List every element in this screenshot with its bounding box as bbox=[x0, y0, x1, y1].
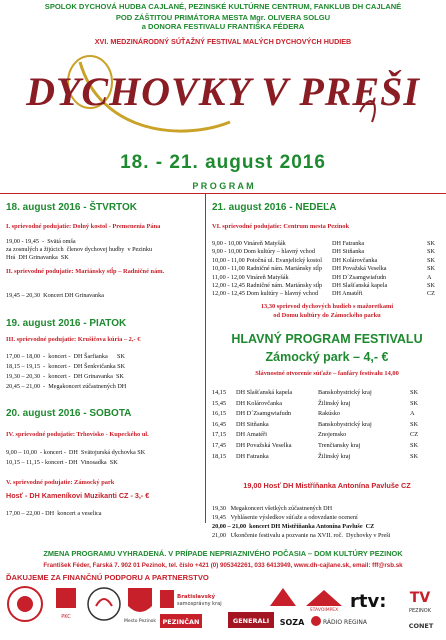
competition-schedule bbox=[212, 388, 442, 462]
event-3-line: 18,15 – 19,15 - koncert - DH Šenkvičanka SK bbox=[6, 363, 126, 370]
schedule-band: DH Fatranka bbox=[332, 240, 365, 247]
logo-radio-regina bbox=[310, 614, 368, 628]
schedule-band: DH D´Zsamgwiafudn bbox=[332, 273, 387, 281]
svg-text:RÁDIO REGINA: RÁDIO REGINA bbox=[323, 619, 368, 626]
event-3-line: 19,30 – 20,30 - koncert - DH Grinavanka SK bbox=[6, 373, 124, 380]
opening-line: Slávnostné otvorenie súťaže – fanfáry festivalu 14,00 bbox=[255, 370, 399, 377]
schedule-country: A bbox=[427, 273, 432, 281]
competition-country: CZ bbox=[410, 431, 419, 439]
schedule-country: SK bbox=[427, 240, 435, 247]
schedule-country: SK bbox=[427, 248, 435, 256]
competition-region: Banskobystrický kraj bbox=[318, 389, 372, 396]
schedule-place: 12,00 - 12,45 Dom kultúry – hlavný vchod bbox=[212, 290, 319, 298]
schedule-row bbox=[212, 282, 442, 290]
competition-band: DH Amatéři bbox=[236, 431, 267, 439]
logo-pezincan bbox=[160, 614, 202, 628]
competition-band: DH Považská Veselka bbox=[236, 441, 292, 449]
schedule-row bbox=[212, 274, 442, 282]
event-4-line: 10,15 – 11,15 - koncert - DH Vinosadka SK bbox=[6, 459, 118, 466]
event-1-line: Hrá DH Grinavanka SK bbox=[6, 254, 69, 261]
schedule-country: SK bbox=[427, 282, 435, 290]
event-4-title: IV. sprievodné podujatie: Trhovisko - Kupeckého ul. bbox=[6, 431, 149, 438]
competition-time: 18,15 bbox=[212, 452, 227, 460]
competition-row bbox=[212, 409, 442, 420]
svg-text:TV: TV bbox=[409, 590, 431, 606]
competition-country: SK bbox=[410, 420, 419, 428]
sunday-schedule bbox=[212, 240, 442, 299]
schedule-band: DH Sitňanka bbox=[332, 248, 365, 256]
schedule-band: DH Kolárovčanka bbox=[332, 256, 378, 264]
donor-line: a DONORA FESTIVALU FRANTIŠKA FÉDERA bbox=[141, 22, 305, 31]
event-3-title: III. sprievodné podujatie: Krušičova kúria – 2,- € bbox=[6, 336, 141, 343]
competition-row bbox=[212, 430, 442, 441]
program-heading: P R O G R A M bbox=[192, 181, 254, 191]
competition-time: 14,15 bbox=[212, 389, 227, 396]
competition-country: SK bbox=[410, 399, 419, 407]
competition-band: DH Slašťanská kapela bbox=[236, 389, 293, 396]
logo-conet bbox=[402, 618, 440, 632]
svg-text:Mesto Pezinok: Mesto Pezinok bbox=[123, 619, 157, 624]
schedule-place: 10,00 - 11,00 Potočná ul. Evanjelický kostol bbox=[212, 256, 322, 264]
logo-revia bbox=[268, 586, 298, 610]
schedule-band: DH Považská Veselka bbox=[332, 265, 387, 273]
main-program-place: Zámocký park – 4,- € bbox=[265, 350, 389, 364]
event-6-title: VI. sprievodné podujatie: Centrum mesta Pezinok bbox=[212, 223, 350, 230]
competition-region: Znojemsko bbox=[318, 431, 347, 439]
schedule-row bbox=[212, 290, 442, 298]
logo-stavoimpex bbox=[304, 588, 344, 612]
parade-line: od Domu kultúry do Zámockého parku bbox=[273, 312, 381, 319]
schedule-row bbox=[212, 240, 442, 248]
day-friday-heading: 19. august 2016 - PIATOK bbox=[6, 318, 127, 329]
logo-pkc bbox=[48, 584, 84, 624]
day-sunday-heading: 21. august 2016 - NEDEĽA bbox=[212, 202, 337, 213]
schedule-place: 12,00 - 12,45 Radničné nám. Mariánsky stĺp bbox=[212, 282, 323, 290]
event-4-line: 9,00 – 10,00 - koncert - DH Svätojurská dychovka SK bbox=[6, 449, 146, 456]
final-line: 19,45 Vyhlásenie výsledkov súťaže a odovzdanie ocenení bbox=[212, 514, 358, 521]
competition-country: SK bbox=[410, 452, 419, 460]
logo-mesto-pezinok bbox=[124, 584, 156, 624]
svg-text:GENERALI: GENERALI bbox=[232, 617, 270, 625]
schedule-band: DH Amatéři bbox=[332, 290, 363, 298]
column-divider bbox=[205, 193, 206, 523]
svg-text:PEZINOK: PEZINOK bbox=[408, 608, 432, 614]
festival-dates: 18. - 21. august 2016 bbox=[120, 152, 326, 173]
logo-fanklub bbox=[86, 584, 122, 624]
logo-spolok bbox=[6, 584, 44, 624]
competition-row bbox=[212, 399, 442, 410]
svg-text:rtv:: rtv: bbox=[350, 591, 387, 612]
schedule-place: 9,00 - 10,00 Dom kultúry – hlavný vchod bbox=[212, 248, 315, 256]
main-program-title: HLAVNÝ PROGRAM FESTIVALU bbox=[231, 332, 423, 346]
competition-time: 16,15 bbox=[212, 410, 227, 418]
parade-line: 13,30 sprievod dychových hudieb s mažoretkami bbox=[260, 303, 394, 310]
competition-band: DH D´Zsamgwiafudn bbox=[236, 410, 292, 418]
divider bbox=[0, 193, 446, 194]
event-3-line: 17,00 – 18,00 - koncert - DH Šarfianka SK bbox=[6, 353, 125, 360]
schedule-country: SK bbox=[427, 256, 435, 264]
thanks-line: ĎAKUJEME ZA FINANČNÚ PODPORU A PARTNERSTVO bbox=[6, 573, 209, 582]
competition-band: DH Sitňanka bbox=[236, 420, 269, 428]
schedule-place: 9,00 - 10,00 Vináreň Matyšák bbox=[212, 240, 286, 247]
svg-text:Bratislavský: Bratislavský bbox=[177, 594, 216, 600]
competition-row bbox=[212, 441, 442, 452]
competition-row bbox=[212, 420, 442, 431]
schedule-country: SK bbox=[427, 265, 435, 273]
event-1-title: I. sprievodné podujatie: Dolný kostol - Premenenia Pána bbox=[6, 223, 161, 230]
day-thursday-heading: 18. august 2016 - ŠTVRTOK bbox=[6, 202, 137, 213]
logo-pezinok-tv bbox=[400, 586, 440, 616]
competition-region: Trenčiansky kraj bbox=[318, 441, 361, 449]
final-line: 20,00 – 21,00 koncert DH Mistříňanka Antonína Pavluše CZ bbox=[212, 523, 375, 530]
organizers-line: SPOLOK DYCHOVÁ HUDBA CAJLANÉ, PEZINSKÉ KULTÚRNE CENTRUM, FANKLUB DH CAJLANÉ bbox=[44, 2, 402, 11]
event-5-line: 17,00 – 22,00 - DH koncert a veselica bbox=[6, 510, 102, 517]
final-line: 21,00 Ukončenie festivalu a pozvanie na XVII. roč. Dychovky v Preši bbox=[212, 532, 391, 539]
competition-region: Žilinský kraj bbox=[318, 452, 351, 460]
notice-line: ZMENA PROGRAMU VYHRADENÁ. V PRÍPADE NEPRIAZNIVÉHO POČASIA – DOM KULTÚRY PEZINOK bbox=[43, 549, 403, 558]
competition-time: 16,45 bbox=[212, 420, 227, 428]
svg-text:SOZA: SOZA bbox=[279, 618, 305, 627]
schedule-band: DH Slašťanská kapela bbox=[332, 282, 388, 290]
competition-time: 17,45 bbox=[212, 441, 227, 449]
svg-text:samosprávny kraj: samosprávny kraj bbox=[177, 601, 222, 607]
competition-time: 17,15 bbox=[212, 431, 227, 439]
event-5-title: V. sprievodné podujatie: Zámocký park bbox=[6, 479, 115, 486]
logo-rtv bbox=[350, 588, 394, 612]
competition-region: Banskobystrický kraj bbox=[318, 420, 372, 428]
poster-title: DYCHOVKY V PREŠI bbox=[26, 69, 420, 114]
contact-line: František Féder, Farská 7. 902 01 Pezinok, tel. číslo +421 (0) 905342261, 033 6413949, www.dh-cajlane.sk, email: fff@rsb.sk bbox=[43, 562, 403, 569]
competition-row bbox=[212, 388, 442, 399]
svg-text:PKC: PKC bbox=[61, 614, 71, 620]
logo-generali bbox=[228, 612, 274, 628]
event-2-title: II. sprievodné podujatie: Mariánsky stĺp – Radničné nám. bbox=[6, 268, 165, 275]
event-3-line: 20,45 – 21,00 - Megakoncert zúčastnených DH bbox=[6, 383, 127, 390]
competition-time: 15,45 bbox=[212, 399, 227, 407]
event-1-line: 19,00 - 19,45 - Svätá omša bbox=[6, 238, 76, 245]
guest-line: 19,00 Hosť DH Mistříňanka Antonína Pavluše CZ bbox=[243, 481, 411, 490]
competition-row bbox=[212, 452, 442, 463]
svg-text:PEZINČAN: PEZINČAN bbox=[162, 618, 200, 626]
schedule-place: 10,00 - 11,00 Radničné nám. Mariánsky stĺp bbox=[212, 265, 322, 273]
competition-band: DH Fatranka bbox=[236, 452, 269, 460]
logo-soza bbox=[278, 614, 306, 628]
patronage-line: POD ZÁŠTITOU PRIMÁTORA MESTA Mgr. OLIVERA SOLGU bbox=[115, 13, 331, 22]
competition-country: A bbox=[410, 410, 415, 418]
schedule-row bbox=[212, 257, 442, 265]
day-saturday-heading: 20. august 2016 - SOBOTA bbox=[6, 408, 132, 419]
festival-subtitle: XVI. MEDZINÁRODNÝ SÚŤAŽNÝ FESTIVAL MALÝCH DYCHOVÝCH HUDIEB bbox=[94, 37, 352, 46]
event-1-line: za zosnulých a žijúcich členov dychovej hudby v Pezinku bbox=[6, 246, 153, 253]
logo-bsk bbox=[160, 588, 220, 610]
final-line: 19,30 Megakoncert všetkých zúčastnených DH bbox=[212, 505, 333, 512]
schedule-row bbox=[212, 265, 442, 273]
competition-region: Žilinský kraj bbox=[318, 399, 351, 407]
competition-band: DH Kolárovčanka bbox=[236, 399, 282, 407]
competition-country: SK bbox=[410, 389, 419, 396]
svg-text:STAVOIMPEX: STAVOIMPEX bbox=[309, 608, 339, 613]
schedule-row bbox=[212, 248, 442, 256]
event-2-line: 19,45 – 20,30 Koncert DH Grinavanka bbox=[6, 292, 104, 299]
competition-country: SK bbox=[410, 441, 419, 449]
schedule-place: 11,00 - 12,00 Vináreň Matyšák bbox=[212, 273, 289, 281]
svg-text:CONET: CONET bbox=[408, 622, 434, 630]
competition-region: Rakúsko bbox=[318, 410, 341, 418]
event-5-guest: Hosť - DH Kameníkovi Muzikanti CZ - 3,- € bbox=[6, 491, 150, 500]
schedule-country: CZ bbox=[427, 290, 435, 298]
